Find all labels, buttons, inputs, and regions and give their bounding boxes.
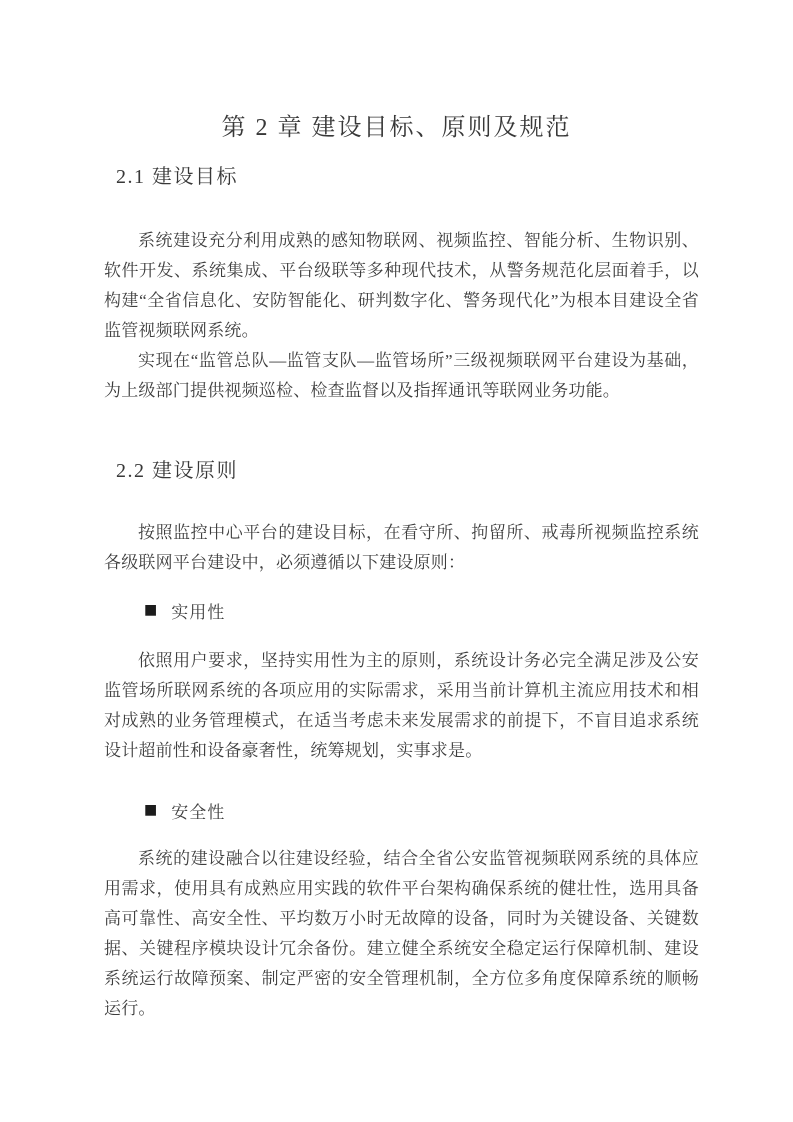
bullet-item-security <box>144 798 699 822</box>
paragraph-security: 系统的建设融合以往建设经验，结合全省公安监管视频联网系统的具体应用需求，使用具有成熟应用实践的软件平台架构确保系统的健壮性，选用具备高可靠性、高安全性、平均数万小时无故障的设备，同时为关键设备、关键数据、关键程序模块设计冗余备份。建立健全系统安全稳定运行保障机制、建设系统运行故障预案、制定严密的安全管理机制，全方位多角度保障系统的顺畅运行。 <box>104 849 699 1018</box>
page-content <box>0 164 793 1024</box>
bullet-label-practicality: 实用性 <box>171 602 226 622</box>
paragraph-build-goal-1: 系统建设充分利用成熟的感知物联网、视频监控、智能分析、生物识别、软件开发、系统集成、平台级联等多种现代技术，从警务规范化层面着手，以构建“全省信息化、安防智能化、研判数字化、警务现代化”为根本目建设全省监管视频联网系统。 <box>104 231 699 340</box>
paragraph-principles-intro: 按照监控中心平台的建设目标，在看守所、拘留所、戒毒所视频监控系统各级联网平台建设中，必须遵循以下建设原则： <box>104 523 699 572</box>
section-heading-2-1: 2.1 建设目标 <box>116 166 238 188</box>
bullet-label-security: 安全性 <box>171 802 226 822</box>
section-heading-2-2: 2.2 建设原则 <box>116 460 238 482</box>
square-bullet-icon: ■ <box>144 602 158 618</box>
square-bullet-icon: ■ <box>144 802 158 818</box>
chapter-title: 第 2 章 建设目标、原则及规范 <box>221 115 572 141</box>
paragraph-build-goal-2: 实现在“监管总队—监管支队—监管场所”三级视频联网平台建设为基础，为上级部门提供视频巡检、检查监督以及指挥通讯等联网业务功能。 <box>104 351 699 400</box>
bullet-item-practicality <box>144 598 699 622</box>
paragraph-practicality: 依照用户要求，坚持实用性为主的原则，系统设计务必完全满足涉及公安监管场所联网系统的各项应用的实际需求，采用当前计算机主流应用技术和相对成熟的业务管理模式，在适当考虑未来发展需求的前提下，不盲目追求系统设计超前性和设备豪奢性，统筹规划，实事求是。 <box>104 651 699 760</box>
